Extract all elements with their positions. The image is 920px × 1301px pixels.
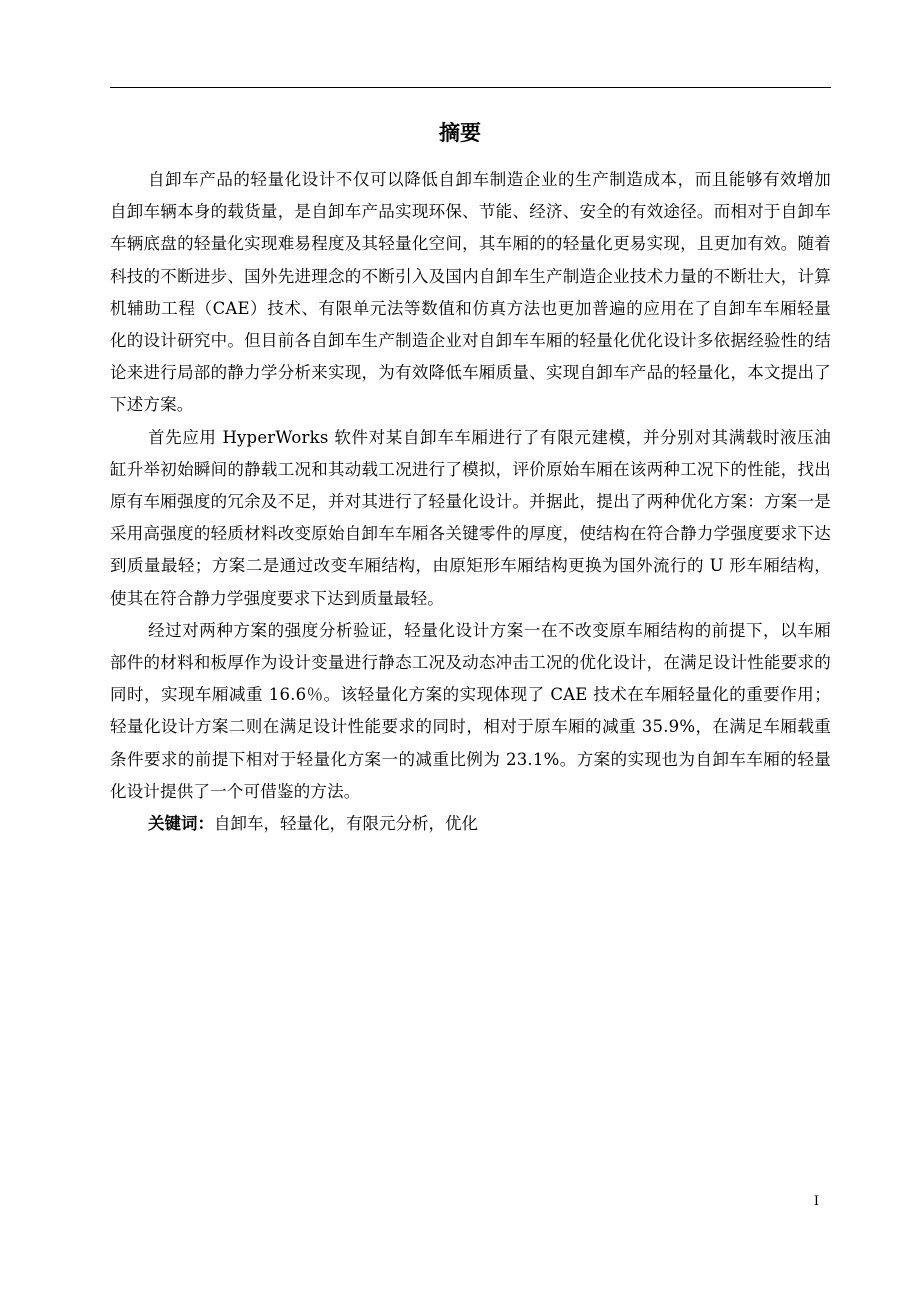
keywords-line [110,808,831,840]
abstract-body [110,164,831,840]
header-rule [110,87,831,88]
keywords-text: 自卸车，轻量化，有限元分析，优化 [214,814,478,834]
page-title: 摘要 [439,121,481,145]
keywords-label: 关键词： [148,814,214,834]
abstract-paragraph-1: 自卸车产品的轻量化设计不仅可以降低自卸车制造企业的生产制造成本，而且能够有效增加自卸车辆本身的载货量，是自卸车产品实现环保、节能、经济、安全的有效途径。而相对于自卸车车辆底盘的轻量化实现难易程度及其轻量化空间，其车厢的的轻量化更易实现，且更加有效。随着科技的不断进步、国外先进理念的不断引入及国内自卸车生产制造企业技术力量的不断壮大，计算机辅助工程（CAE）技术、有限单元法等数值和仿真方法也更加普遍的应用在了自卸车车厢轻量化的设计研究中。但目前各自卸车生产制造企业对自卸车车厢的轻量化优化设计多依据经验性的结论来进行局部的静力学分析来实现，为有效降低车厢质量、实现自卸车产品的轻量化，本文提出了下述方案。 [110,170,831,415]
abstract-paragraph-3: 经过对两种方案的强度分析验证，轻量化设计方案一在不改变原车厢结构的前提下，以车厢部件的材料和板厚作为设计变量进行静态工况及动态冲击工况的优化设计，在满足设计性能要求的同时，实现车厢减重 16.6％。该轻量化方案的实现体现了 CAE 技术在车厢轻量化的重要作用；轻量化设计方案二则在满足设计性能要求的同时，相对于原车厢的减重 35.9%，在满足车厢载重条件要求的前提下相对于轻量化方案一的减重比例为 23.1%。方案的实现也为自卸车车厢的轻量化设计提供了一个可借鉴的方法。 [110,620,831,801]
page-number: I [813,1194,819,1209]
abstract-paragraph-2: 首先应用 HyperWorks 软件对某自卸车车厢进行了有限元建模，并分别对其满载时液压油缸升举初始瞬间的静载工况和其动载工况进行了模拟，评价原始车厢在该两种工况下的性能，找出原有车厢强度的冗余及不足，并对其进行了轻量化设计。并据此，提出了两种优化方案：方案一是采用高强度的轻质材料改变原始自卸车车厢各关键零件的厚度，使结构在符合静力学强度要求下达到质量最轻；方案二是通过改变车厢结构，由原矩形车厢结构更换为国外流行的 U 形车厢结构，使其在符合静力学强度要求下达到质量最轻。 [110,427,831,608]
